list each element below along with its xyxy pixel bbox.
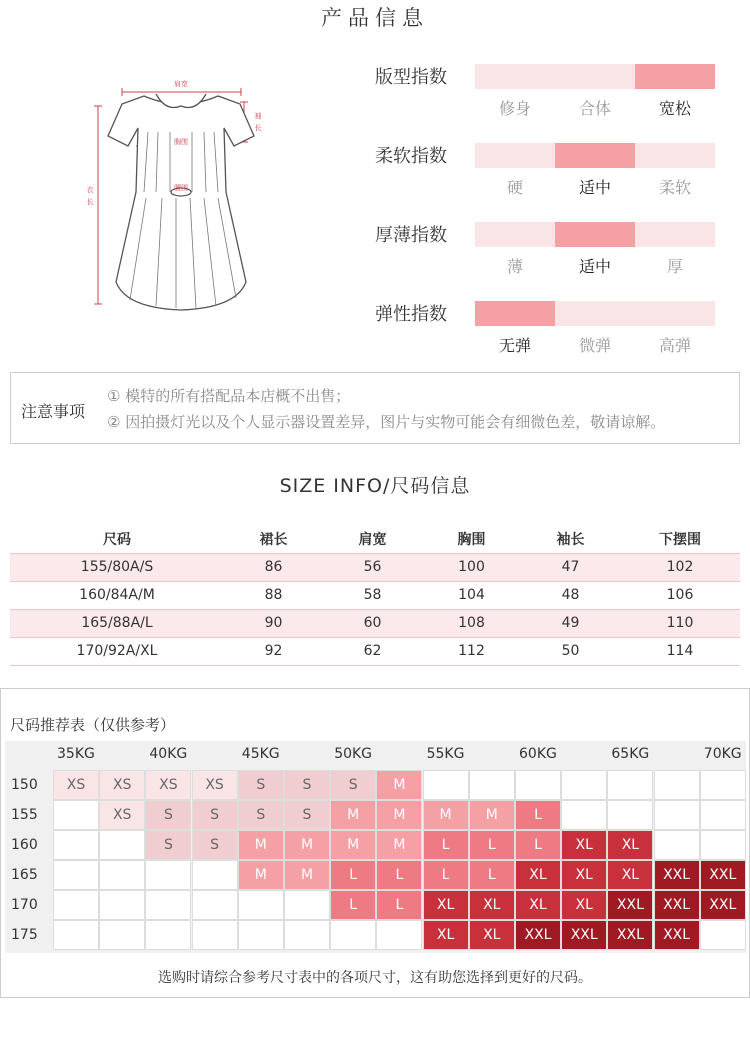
size-cell [145, 860, 191, 890]
size-cell [238, 920, 284, 950]
size-cell: S [192, 800, 238, 830]
size-cell [99, 920, 145, 950]
size-cell [561, 770, 607, 800]
size-cell: XS [53, 770, 99, 800]
size-cell: XXL [654, 890, 700, 920]
size-table [10, 525, 740, 666]
index-option: 高弹 [658, 336, 691, 355]
size-cell: XS [145, 770, 191, 800]
size-cell: XXL [607, 920, 653, 950]
table-cell: 86 [224, 553, 323, 581]
index-option: 柔软 [658, 178, 691, 197]
index-label: 柔软指数 [375, 146, 447, 167]
weight-label: 40KG [149, 746, 188, 762]
size-cell: XXL [700, 890, 746, 920]
index-option: 薄 [506, 257, 523, 276]
size-cell: XL [423, 890, 469, 920]
table-cell: 114 [620, 637, 740, 665]
size-cell [53, 920, 99, 950]
index-bar-fill [635, 64, 715, 89]
size-cell: XL [469, 890, 515, 920]
table-cell: 106 [620, 581, 740, 609]
size-cell: S [238, 770, 284, 800]
size-cell: L [376, 860, 422, 890]
size-cell [99, 890, 145, 920]
size-cell: M [376, 800, 422, 830]
diagram-length-label: 衣长 [86, 186, 94, 206]
index-label: 厚薄指数 [375, 225, 447, 246]
height-label: 175 [11, 927, 38, 943]
table-cell: 下摆围 [620, 525, 740, 553]
table-cell: 155/80A/S [10, 553, 224, 581]
size-cell [145, 890, 191, 920]
size-cell: L [423, 860, 469, 890]
weight-label: 70KG [703, 746, 742, 762]
size-cell [700, 800, 746, 830]
size-cell: S [284, 770, 330, 800]
notice-box [10, 372, 740, 444]
height-label: 155 [11, 807, 38, 823]
index-bar [475, 143, 715, 168]
size-cell: L [330, 860, 376, 890]
notice-label: 注意事项 [21, 402, 86, 421]
table-cell: 104 [422, 581, 521, 609]
size-cell: S [284, 800, 330, 830]
size-cell [515, 770, 561, 800]
index-bar [475, 301, 715, 326]
size-cell [192, 860, 238, 890]
height-label: 150 [11, 777, 38, 793]
height-label: 170 [11, 897, 38, 913]
size-cell [284, 890, 330, 920]
size-cell: L [515, 800, 561, 830]
table-cell: 112 [422, 637, 521, 665]
weight-label: 45KG [241, 746, 280, 762]
size-cell: XL [469, 920, 515, 950]
height-label: 165 [11, 867, 38, 883]
size-cell: S [330, 770, 376, 800]
size-cell [53, 800, 99, 830]
diagram-sleeve-label: 袖长 [254, 112, 262, 132]
size-cell [654, 770, 700, 800]
table-cell: 160/84A/M [10, 581, 224, 609]
index-option: 适中 [578, 257, 611, 276]
table-cell: 62 [323, 637, 422, 665]
size-cell: L [469, 860, 515, 890]
table-cell: 92 [224, 637, 323, 665]
size-cell: XXL [607, 890, 653, 920]
table-row [10, 553, 740, 581]
size-cell: M [284, 830, 330, 860]
recommend-title: 尺码推荐表（仅供参考） [10, 716, 176, 734]
size-cell: M [284, 860, 330, 890]
size-cell: M [330, 830, 376, 860]
size-cell: M [469, 800, 515, 830]
size-cell: S [145, 830, 191, 860]
size-cell: M [376, 830, 422, 860]
index-bar-fill [555, 222, 635, 247]
size-cell: XL [515, 860, 561, 890]
size-cell: XL [561, 830, 607, 860]
size-cell [700, 770, 746, 800]
weight-label: 65KG [611, 746, 650, 762]
size-cell: L [515, 830, 561, 860]
dress-diagram [86, 72, 276, 322]
size-cell: XXL [654, 920, 700, 950]
size-cell [607, 770, 653, 800]
size-cell [238, 890, 284, 920]
size-cell: XXL [515, 920, 561, 950]
size-cell [99, 830, 145, 860]
diagram-waist-label: 腰围 [174, 184, 188, 192]
index-option: 修身 [498, 99, 531, 118]
table-cell: 肩宽 [323, 525, 422, 553]
size-cell [654, 830, 700, 860]
notice-line-1: ① 模特的所有搭配品本店概不出售； [107, 387, 351, 405]
size-cell [423, 770, 469, 800]
size-cell [700, 920, 746, 950]
index-bar-fill [475, 301, 555, 326]
index-label: 弹性指数 [375, 304, 447, 325]
size-cell: L [469, 830, 515, 860]
size-cell: XL [561, 890, 607, 920]
index-option: 无弹 [498, 336, 531, 355]
size-cell: M [238, 830, 284, 860]
recommend-footer: 选购时请综合参考尺寸表中的各项尺寸，这有助您选择到更好的尺码。 [158, 970, 592, 986]
table-cell: 裙长 [224, 525, 323, 553]
table-cell: 48 [521, 581, 620, 609]
weight-label: 35KG [57, 746, 95, 762]
size-cell [376, 920, 422, 950]
table-row [10, 581, 740, 609]
size-cell: XS [192, 770, 238, 800]
size-cell: S [192, 830, 238, 860]
size-cell [145, 920, 191, 950]
size-cell: S [238, 800, 284, 830]
index-option: 合体 [578, 99, 611, 118]
size-cell: S [145, 800, 191, 830]
size-cell [99, 860, 145, 890]
table-row [10, 609, 740, 637]
index-option: 厚 [666, 257, 683, 276]
size-cell: XL [515, 890, 561, 920]
table-cell: 胸围 [422, 525, 521, 553]
size-cell: L [376, 890, 422, 920]
size-cell [53, 890, 99, 920]
index-bar [475, 64, 715, 89]
size-cell [654, 800, 700, 830]
notice-line-2: ② 因拍摄灯光以及个人显示器设置差异，图片与实物可能会有细微色差，敬请谅解。 [107, 413, 666, 431]
size-cell: XS [99, 800, 145, 830]
index-option: 硬 [506, 178, 523, 197]
diagram-chest-label: 胸围 [174, 138, 188, 146]
table-cell: 47 [521, 553, 620, 581]
table-cell: 90 [224, 609, 323, 637]
size-cell [607, 800, 653, 830]
index-bar-fill [555, 143, 635, 168]
size-cell: XL [607, 830, 653, 860]
diagram-shoulder-label: 肩宽 [174, 80, 188, 88]
index-option: 适中 [578, 178, 611, 197]
index-label: 版型指数 [375, 67, 447, 88]
size-cell: XL [561, 860, 607, 890]
size-cell: L [330, 890, 376, 920]
size-cell [561, 800, 607, 830]
table-cell: 49 [521, 609, 620, 637]
table-cell: 100 [422, 553, 521, 581]
size-cell: XS [99, 770, 145, 800]
size-cell [469, 770, 515, 800]
size-cell: M [330, 800, 376, 830]
page-title: 产品信息 [321, 6, 429, 30]
size-cell [330, 920, 376, 950]
table-row [10, 637, 740, 665]
weight-label: 55KG [426, 746, 465, 762]
size-cell: L [423, 830, 469, 860]
size-cell [53, 860, 99, 890]
size-cell: XXL [561, 920, 607, 950]
size-cell [192, 920, 238, 950]
size-cell [192, 890, 238, 920]
height-label: 160 [11, 837, 38, 853]
table-cell: 50 [521, 637, 620, 665]
table-cell: 58 [323, 581, 422, 609]
table-header-row [10, 525, 740, 553]
table-cell: 56 [323, 553, 422, 581]
size-info-title: SIZE INFO/尺码信息 [279, 475, 471, 497]
table-cell: 102 [620, 553, 740, 581]
size-cell [284, 920, 330, 950]
size-cell: XXL [700, 860, 746, 890]
table-cell: 165/88A/L [10, 609, 224, 637]
index-bar [475, 222, 715, 247]
size-cell: XXL [654, 860, 700, 890]
weight-label: 50KG [334, 746, 373, 762]
size-cell [700, 830, 746, 860]
size-cell: XL [423, 920, 469, 950]
size-cell: M [376, 770, 422, 800]
size-cell [53, 830, 99, 860]
table-cell: 袖长 [521, 525, 620, 553]
table-cell: 170/92A/XL [10, 637, 224, 665]
table-cell: 88 [224, 581, 323, 609]
table-cell: 尺码 [10, 525, 224, 553]
size-cell: XL [607, 860, 653, 890]
table-cell: 108 [422, 609, 521, 637]
weight-label: 60KG [519, 746, 557, 762]
size-cell: M [238, 860, 284, 890]
size-cell: M [423, 800, 469, 830]
index-option: 宽松 [658, 99, 691, 118]
table-cell: 110 [620, 609, 740, 637]
index-option: 微弹 [578, 336, 611, 355]
table-cell: 60 [323, 609, 422, 637]
